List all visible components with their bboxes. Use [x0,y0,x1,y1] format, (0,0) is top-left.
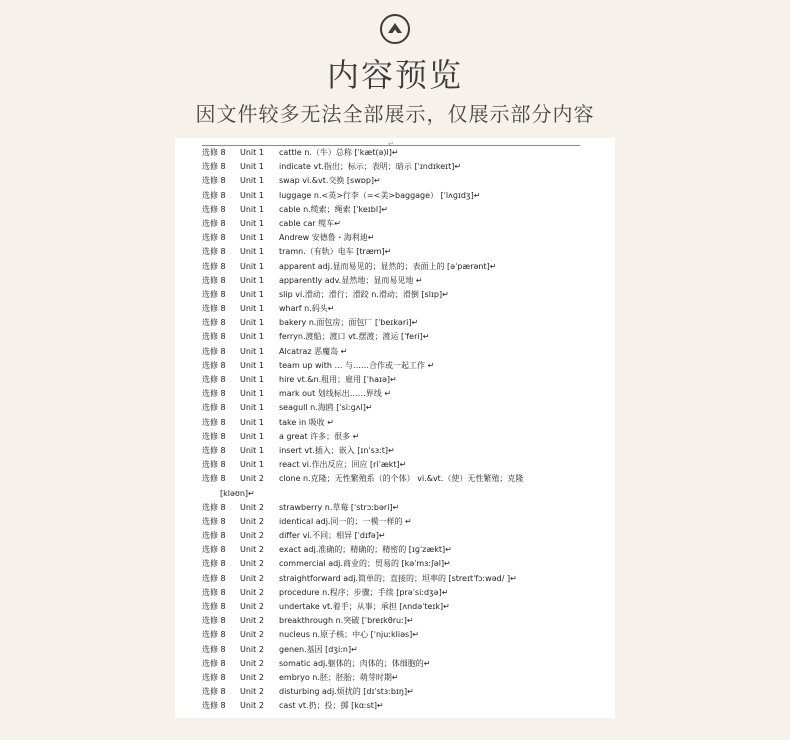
book-label: 选修 8 [202,275,226,285]
entry-text [279,671,399,685]
unit-label: Unit 2 [240,516,264,526]
list-item [202,444,612,458]
list-item [202,274,612,288]
book-label: 选修 8 [202,304,226,314]
unit-label: Unit 2 [240,658,264,668]
unit-label: Unit 1 [240,346,264,356]
list-item [202,387,612,401]
entry-text [279,444,395,458]
entry-main: breakthrough n.突破 [ˈbreɪkθruː]↵ [279,616,414,626]
list-item [202,359,612,373]
book-label: 选修 8 [202,162,226,172]
entry-text [279,430,359,444]
book-label: 选修 8 [202,445,226,455]
entry-main: indicate vt.指出；标示；表明；暗示 [ˈɪndɪkeɪt]↵ [279,162,462,172]
unit-label: Unit 1 [240,261,264,271]
entry-main: wharf n.码头↵ [279,304,335,314]
entry-main: mark out 划线标出……界线 ↵ [279,389,392,399]
list-item [202,472,612,500]
list-item [202,600,612,614]
book-label: 选修 8 [202,346,226,356]
list-item [202,586,612,600]
entry-text [279,628,419,642]
unit-label: Unit 1 [240,332,264,342]
book-label: 选修 8 [202,417,226,427]
list-item [202,231,612,245]
book-label: 选修 8 [202,218,226,228]
entry-main: Alcatraz 恶魔岛 ↵ [279,346,348,356]
entry-text [279,345,347,359]
list-item [202,189,612,203]
page-subtitle: 因文件较多无法全部展示，仅展示部分内容 [195,102,595,126]
entry-main: tramn.（有轨）电车 [træm]↵ [279,247,392,257]
book-label: 选修 8 [202,389,226,399]
entry-text [279,231,374,245]
entry-text [279,543,452,557]
list-item [202,203,612,217]
entry-main: cable n.缆索；绳索 [ˈkeɪbl]↵ [279,204,388,214]
list-item [202,643,612,657]
book-label: 选修 8 [202,460,226,470]
book-label: 选修 8 [202,247,226,257]
list-item [202,458,612,472]
unit-label: Unit 1 [240,431,264,441]
entry-main: genen.基因 [dʒiːn]↵ [279,644,358,654]
list-item [202,316,612,330]
unit-label: Unit 2 [240,502,264,512]
book-label: 选修 8 [202,573,226,583]
unit-label: Unit 2 [240,630,264,640]
list-item [202,685,612,699]
book-label: 选修 8 [202,602,226,612]
unit-label: Unit 1 [240,460,264,470]
list-item [202,515,612,529]
book-label: 选修 8 [202,644,226,654]
chevron-up-circle-icon [380,14,410,44]
unit-label: Unit 1 [240,233,264,243]
entry-continuation: [kləʊn]↵ [220,488,255,498]
book-label: 选修 8 [202,332,226,342]
entry-main: hire vt.&n.租用；雇用 [ˈhaɪə]↵ [279,375,397,384]
entry-main: apparent adj.显而易见的；显然的；表面上的 [əˈpærənt]↵ [279,261,497,271]
unit-label: Unit 2 [240,644,264,654]
book-label: 选修 8 [202,431,226,441]
entry-main: slip vi.滑动；滑行；滑跤 n.滑动；滑倒 [slɪp]↵ [279,289,449,299]
entry-main: team up with … 与……合作或一起工作 ↵ [279,360,435,370]
entry-main: luggage n.<英>行李（=<美>baggage） [ˈlʌɡɪdʒ]↵ [279,190,481,200]
entry-text [279,401,373,415]
entry-main: commercial adj.商业的；贸易的 [kəˈmɜːʃəl]↵ [279,559,451,569]
book-label: 选修 8 [202,587,226,597]
entry-text [279,330,429,344]
unit-label: Unit 1 [240,176,264,186]
book-label: 选修 8 [202,531,226,541]
list-item [202,501,612,515]
entry-main: cast vt.扔；投；掷 [kɑːst]↵ [279,701,384,711]
entry-main: a great 许多；很多 ↵ [279,431,360,441]
list-item [202,699,612,713]
book-label: 选修 8 [202,261,226,271]
entry-main: straightforward adj.简单的；直接的；坦率的 [streɪtˈfɔːwəd/ ]↵ [279,573,517,583]
entry-text [279,501,399,515]
entry-main: disturbing adj.烦扰的 [dɪˈstɜːbɪŋ]↵ [279,687,414,697]
unit-label: Unit 1 [240,304,264,314]
unit-label: Unit 2 [240,687,264,697]
entry-main: seagull n.海鸥 [ˈsiːɡʌl]↵ [279,403,373,413]
entry-text [279,614,414,628]
entry-text [279,685,414,699]
entry-text [279,557,451,571]
entry-text [279,515,412,529]
entry-main: take in 吸收 ↵ [279,417,334,427]
unit-label: Unit 2 [240,474,264,484]
list-item [202,543,612,557]
page-title: 内容预览 [326,56,463,94]
entry-text [279,373,397,387]
paragraph-mark: ↵ [388,140,394,148]
entry-text [279,174,381,188]
unit-label: Unit 1 [240,318,264,328]
entry-main: exact adj.准确的；精确的；精密的 [ɪɡˈzækt]↵ [279,545,452,555]
book-label: 选修 8 [202,204,226,214]
unit-label: Unit 1 [240,417,264,427]
entry-text [279,316,418,330]
book-label: 选修 8 [202,176,226,186]
entry-main: cable car 缆车↵ [279,218,341,228]
list-item [202,288,612,302]
entry-text [279,203,388,217]
unit-label: Unit 2 [240,701,264,711]
list-item [202,657,612,671]
list-item [202,174,612,188]
book-label: 选修 8 [202,190,226,200]
list-item [202,557,612,571]
book-label: 选修 8 [202,148,226,157]
entry-text [279,699,384,713]
list-item [202,628,612,642]
entry-main: cattle n.（牛）总称 [ˈkæt(ə)l]↵ [279,148,399,157]
entry-text [279,416,334,430]
unit-label: Unit 1 [240,445,264,455]
book-label: 选修 8 [202,545,226,555]
book-label: 选修 8 [202,403,226,413]
unit-label: Unit 2 [240,559,264,569]
book-label: 选修 8 [202,672,226,682]
list-item [202,146,612,160]
book-label: 选修 8 [202,658,226,668]
unit-label: Unit 1 [240,403,264,413]
entry-main: procedure n.程序；步骤；手续 [prəˈsiːdʒə]↵ [279,587,449,597]
entry-text [279,387,391,401]
entry-main: Andrew 安德鲁・海利迪↵ [279,233,375,243]
list-item [202,529,612,543]
entry-main: strawberry n.草莓 [ˈstrɔːbəri]↵ [279,502,400,512]
entry-main: ferryn.渡船；渡口 vt.摆渡；渡运 [ˈferi]↵ [279,332,430,342]
unit-label: Unit 1 [240,190,264,200]
entry-main: somatic adj.躯体的；肉体的；体细胞的↵ [279,658,431,668]
list-item [202,614,612,628]
list-item [202,217,612,231]
unit-label: Unit 2 [240,602,264,612]
page-header [0,0,790,135]
unit-label: Unit 2 [240,616,264,626]
book-label: 选修 8 [202,318,226,328]
list-item [202,401,612,415]
unit-label: Unit 1 [240,204,264,214]
book-label: 选修 8 [202,289,226,299]
entry-main: differ vi.不同；相异 [ˈdɪfə]↵ [279,531,386,541]
entry-main: clone n.克隆；无性繁殖系（的个体） vi.&vt.（使）无性繁殖；克隆 [279,474,524,484]
entry-main: undertake vt.着手；从事；承担 [ʌndəˈteɪk]↵ [279,602,450,612]
entry-text [279,302,334,316]
entry-text [279,458,406,472]
unit-label: Unit 2 [240,545,264,555]
entry-text [279,160,461,174]
list-item [202,330,612,344]
entry-main: bakery n.面包房；面包厂 [ˈbeɪkəri]↵ [279,318,419,328]
unit-label: Unit 2 [240,587,264,597]
entry-text [279,572,517,586]
unit-label: Unit 2 [240,531,264,541]
entry-text [279,586,448,600]
book-label: 选修 8 [202,474,226,484]
book-label: 选修 8 [202,375,226,384]
document-preview [175,138,615,718]
entry-main: embryo n.胚；胚胎；萌芽时期↵ [279,672,399,682]
list-item [202,430,612,444]
list-item [202,345,612,359]
entry-text [279,189,480,203]
entry-text [279,274,423,288]
list-item [202,416,612,430]
book-label: 选修 8 [202,559,226,569]
entry-text [279,600,450,614]
entry-text [279,217,341,231]
list-item [202,572,612,586]
list-item [202,373,612,387]
entry-text [279,288,449,302]
entry-main: nucleus n.原子核；中心 [ˈnjuːkliəs]↵ [279,630,419,640]
entry-text [279,146,399,160]
book-label: 选修 8 [202,516,226,526]
unit-label: Unit 2 [240,573,264,583]
unit-label: Unit 1 [240,389,264,399]
entry-text [279,245,391,259]
book-label: 选修 8 [202,630,226,640]
entry-text [279,529,386,543]
book-label: 选修 8 [202,616,226,626]
unit-label: Unit 1 [240,148,264,157]
entry-main: apparently adv.显然地；显而易见地 ↵ [279,275,423,285]
unit-label: Unit 1 [240,289,264,299]
entry-main: insert vt.插入；嵌入 [ɪnˈsɜːt]↵ [279,445,395,455]
chevron-up-glyph [385,19,405,39]
unit-label: Unit 1 [240,218,264,228]
unit-label: Unit 1 [240,162,264,172]
list-item [202,302,612,316]
unit-label: Unit 2 [240,672,264,682]
entry-text [279,643,358,657]
entry-main: identical adj.同一的；一模一样的 ↵ [279,516,412,526]
entry-text [279,657,431,671]
unit-label: Unit 1 [240,375,264,384]
list-item [202,260,612,274]
unit-label: Unit 1 [240,360,264,370]
entry-text [279,260,496,274]
book-label: 选修 8 [202,233,226,243]
list-item [202,671,612,685]
unit-label: Unit 1 [240,275,264,285]
unit-label: Unit 1 [240,247,264,257]
entry-main: react vi.作出反应；回应 [riˈækt]↵ [279,460,407,470]
book-label: 选修 8 [202,360,226,370]
entry-main: swap vi.&vt.交换 [swɒp]↵ [279,176,381,186]
list-item [202,160,612,174]
list-item [202,245,612,259]
vocabulary-list [202,146,612,714]
entry-text [279,359,434,373]
book-label: 选修 8 [202,701,226,711]
book-label: 选修 8 [202,687,226,697]
book-label: 选修 8 [202,502,226,512]
